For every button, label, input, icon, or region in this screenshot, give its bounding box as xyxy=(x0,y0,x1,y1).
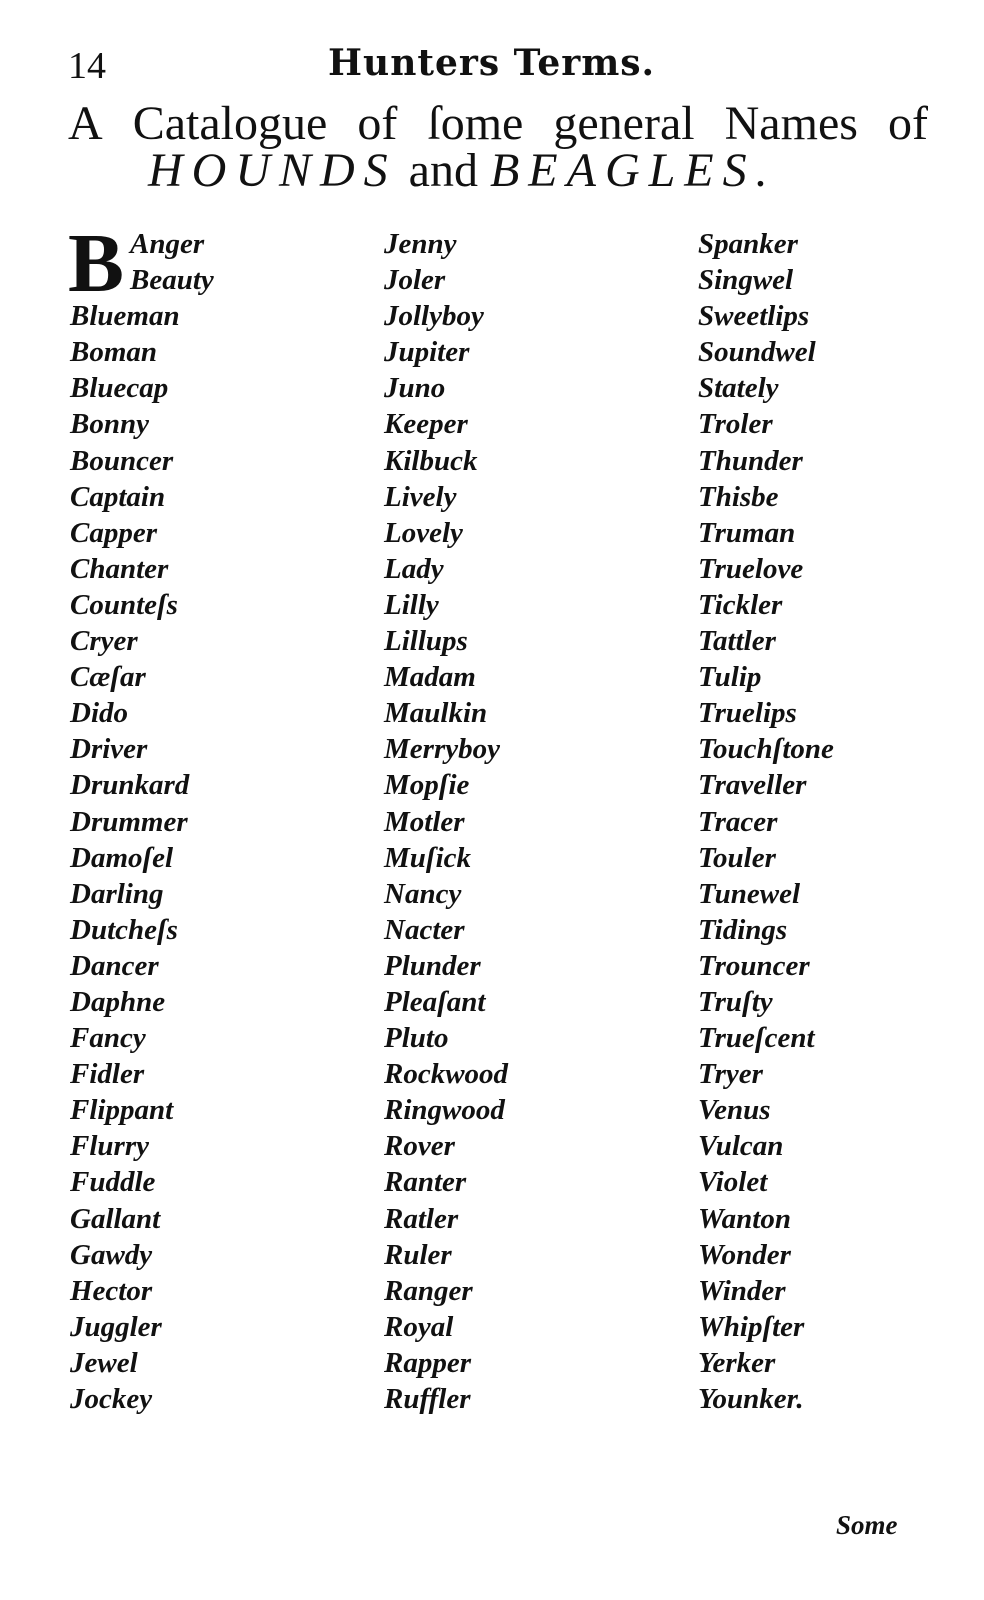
hound-name: Lovely xyxy=(384,516,463,549)
title-word: of xyxy=(887,97,928,150)
hound-name: Bouncer xyxy=(70,444,174,477)
hound-name: Truman xyxy=(698,516,796,549)
name-column-1 xyxy=(68,217,214,1417)
hound-name: Ruler xyxy=(384,1238,452,1271)
hound-name: Rockwood xyxy=(384,1058,509,1091)
hound-name: Touler xyxy=(698,841,776,874)
hound-name: Touchſtone xyxy=(698,733,834,766)
hound-name: Wonder xyxy=(698,1238,791,1271)
hound-name: Singwel xyxy=(698,264,794,297)
hound-name: Fuddle xyxy=(70,1166,156,1199)
hound-name: Counteſs xyxy=(70,588,178,621)
hound-name: Damoſel xyxy=(70,841,174,874)
name-column-3 xyxy=(698,226,834,1417)
hound-name: Nancy xyxy=(384,877,462,910)
hound-name: Muſick xyxy=(384,841,471,874)
hound-name: Capper xyxy=(70,516,157,549)
hound-name: Mopſie xyxy=(384,769,470,802)
hound-name: Lillups xyxy=(384,625,468,658)
hound-name: Troler xyxy=(698,408,773,441)
page-number: 14 xyxy=(68,45,106,87)
hound-name: Stately xyxy=(698,372,779,405)
hound-name: Lilly xyxy=(384,588,439,621)
hound-name: Tickler xyxy=(698,588,783,621)
hound-name: Dancer xyxy=(70,949,159,982)
hound-name: Kilbuck xyxy=(384,444,478,477)
catchword: Some xyxy=(836,1510,898,1540)
title-word: general xyxy=(553,97,695,150)
hound-name: Jupiter xyxy=(384,336,470,369)
hound-name: Jockey xyxy=(70,1383,153,1415)
hound-name: Joler xyxy=(384,264,446,297)
title-word: Catalogue xyxy=(132,97,328,150)
hound-name: Darling xyxy=(70,877,164,910)
hound-name: Ruffler xyxy=(384,1383,471,1415)
hound-name: Truelips xyxy=(698,697,797,730)
hound-name: Gawdy xyxy=(70,1238,153,1271)
hound-name: Rapper xyxy=(384,1346,471,1379)
hound-name: Madam xyxy=(384,661,476,694)
hound-name: Bonny xyxy=(70,408,149,441)
title-word: A xyxy=(68,97,103,150)
title-and: and xyxy=(408,144,478,197)
hound-name: Whipſter xyxy=(698,1310,805,1343)
hound-name: Thunder xyxy=(698,444,803,477)
hound-name: Blueman xyxy=(70,300,180,333)
hound-name: Tracer xyxy=(698,805,778,838)
hound-name: Jollyboy xyxy=(384,300,484,333)
hound-name: Juggler xyxy=(70,1310,162,1343)
drop-cap: B xyxy=(68,217,125,310)
hound-name: Chanter xyxy=(70,552,169,585)
hound-name: Merryboy xyxy=(384,733,500,766)
title-word: Names xyxy=(724,97,858,150)
hound-name: Pleaſant xyxy=(384,985,486,1018)
hound-name: Winder xyxy=(698,1274,786,1307)
hound-name: Drunkard xyxy=(70,769,190,802)
running-head: Hunters Terms. xyxy=(328,42,656,84)
hound-name: Flippant xyxy=(70,1094,174,1127)
hound-name: Rover xyxy=(384,1130,455,1163)
hound-name: Yerker xyxy=(698,1346,776,1379)
hound-name: Anger xyxy=(130,228,205,260)
hound-name: Truſty xyxy=(698,985,773,1018)
title-line-2 xyxy=(148,143,777,198)
hound-name: Captain xyxy=(70,480,166,513)
title-word: ſome xyxy=(427,97,524,150)
hound-name: Boman xyxy=(70,336,158,369)
hound-name: Ranter xyxy=(384,1166,467,1199)
hound-name: Tidings xyxy=(698,913,788,946)
hound-name: Hector xyxy=(70,1274,153,1307)
hound-name: Dido xyxy=(70,697,128,730)
hound-name: Nacter xyxy=(384,913,465,946)
hound-name: Fidler xyxy=(70,1058,145,1091)
hound-name: Motler xyxy=(384,805,465,838)
hound-name: Wanton xyxy=(698,1202,791,1235)
hound-name: Traveller xyxy=(698,769,807,802)
hound-name: Trueſcent xyxy=(698,1022,815,1055)
hound-name: Tryer xyxy=(698,1058,763,1091)
hound-name: Daphne xyxy=(70,985,166,1018)
hound-name: Ringwood xyxy=(384,1094,505,1127)
hound-name: Vulcan xyxy=(698,1130,784,1163)
hound-name: Venus xyxy=(698,1094,771,1127)
hound-name: Royal xyxy=(384,1310,454,1343)
hound-name: Violet xyxy=(698,1166,768,1199)
hound-name: Tattler xyxy=(698,625,776,658)
hound-name: Cæſar xyxy=(70,661,146,694)
hound-name: Driver xyxy=(70,733,148,766)
hound-name: Lively xyxy=(384,480,457,513)
hound-name: Flurry xyxy=(70,1130,149,1163)
hound-name: Maulkin xyxy=(384,697,488,730)
hound-name: Sweetlips xyxy=(698,300,810,333)
hound-name: Plunder xyxy=(384,949,481,982)
name-column-2 xyxy=(384,226,508,1417)
hound-name: Spanker xyxy=(698,228,798,260)
hound-name: Trouncer xyxy=(698,949,810,982)
hound-name: Lady xyxy=(384,552,444,585)
hound-name: Juno xyxy=(384,372,446,405)
hound-name: Tulip xyxy=(698,661,762,694)
hound-name: Bluecap xyxy=(70,372,169,405)
hound-name: Tunewel xyxy=(698,877,801,910)
hound-name: Beauty xyxy=(130,264,214,297)
hound-name: Jenny xyxy=(384,228,457,260)
title-hounds: HOUNDS xyxy=(148,144,397,197)
hound-name: Jewel xyxy=(70,1346,138,1379)
hound-name: Cryer xyxy=(70,625,138,658)
hound-name: Drummer xyxy=(70,805,188,838)
hound-name: Ranger xyxy=(384,1274,473,1307)
hound-name: Thisbe xyxy=(698,480,779,513)
hound-name: Pluto xyxy=(384,1022,449,1055)
title-word: of xyxy=(357,97,398,150)
hound-name: Truelove xyxy=(698,552,804,585)
hound-name: Gallant xyxy=(70,1202,161,1235)
hound-name: Ratler xyxy=(384,1202,459,1235)
hound-name: Soundwel xyxy=(698,336,816,369)
name-catalogue xyxy=(68,217,960,1426)
hound-name: Fancy xyxy=(70,1022,146,1055)
title-beagles: BEAGLES. xyxy=(489,144,777,197)
hound-name: Younker. xyxy=(698,1383,804,1415)
hound-name: Dutcheſs xyxy=(70,913,178,946)
hound-name: Keeper xyxy=(384,408,468,441)
